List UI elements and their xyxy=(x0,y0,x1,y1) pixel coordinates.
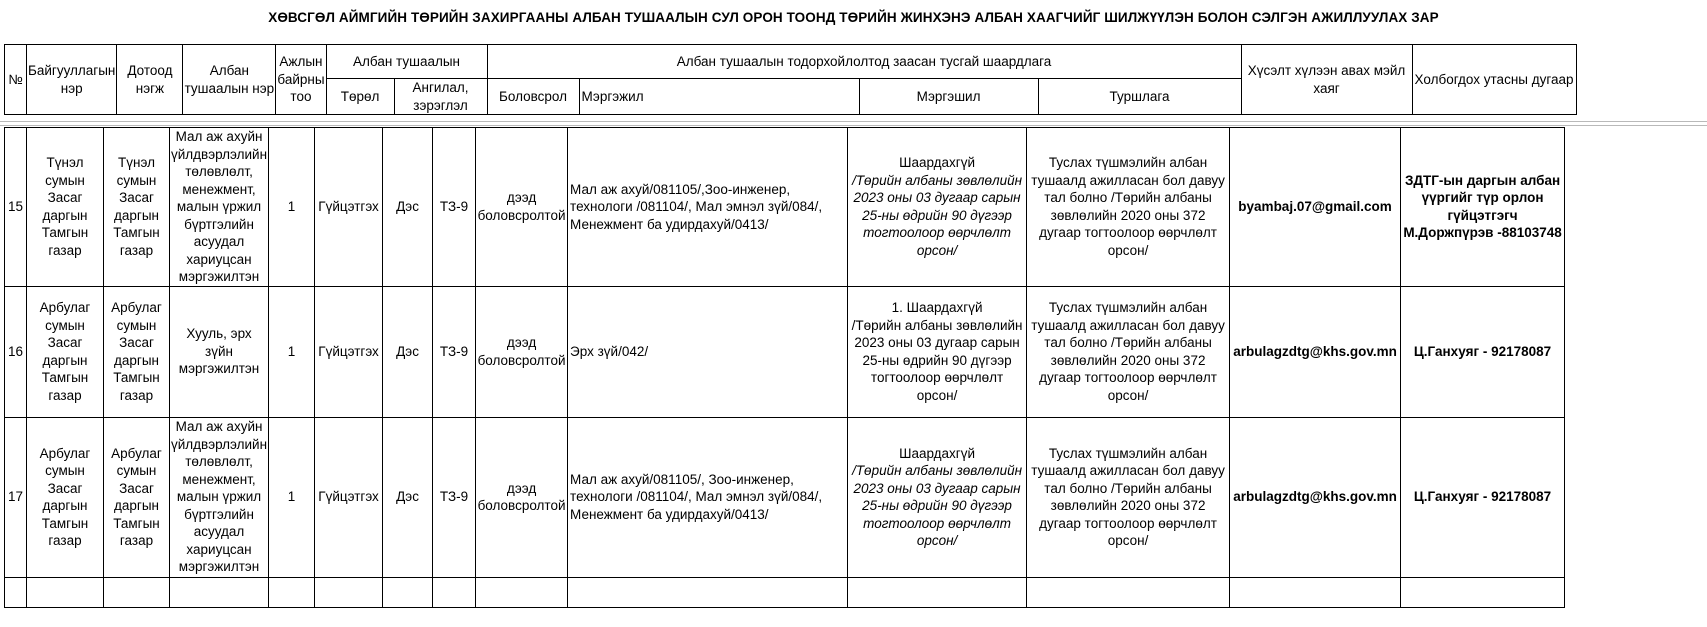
cell-position[interactable]: Мал аж ахуйн үйлдвэрлэлийн төлөвлөлт, менежмент, малын үржил бүртгэлийн асуудал хариуцсан мэргэжилтэн xyxy=(171,129,268,284)
cell-profession[interactable]: Эрх зүй/042/ xyxy=(568,286,848,417)
cell-empty[interactable] xyxy=(170,577,269,607)
cell-empty[interactable] xyxy=(269,577,315,607)
header-requirements-group: Албан тушаалын тодорхойлолтод заасан тусгай шаардлага xyxy=(487,45,1241,79)
header-category: Ангилал, зэрэглэл xyxy=(394,79,487,115)
cell-category[interactable]: Дэс xyxy=(383,286,433,417)
cell-unit[interactable]: Түнэл сумын Засаг даргын Тамгын газар xyxy=(104,128,170,287)
cell-experience[interactable]: Туслах түшмэлийн албан тушаалд ажилласан бол давуу тал болно /Төрийн албаны зөвлөлийн 2020 оны 372 дугаар тогтоолоор өөрчлөлт орсон/ xyxy=(1027,286,1230,417)
cell-count[interactable]: 1 xyxy=(269,128,315,287)
cell-empty[interactable] xyxy=(5,577,27,607)
cell-empty[interactable] xyxy=(476,577,568,607)
cell-experience[interactable]: Туслах түшмэлийн албан тушаалд ажилласан бол давуу тал болно /Төрийн албаны зөвлөлийн 2020 оны 372 дугаар тогтоолоор өөрчлөлт орсон/ xyxy=(1027,128,1230,287)
skill-note: /Төрийн албаны зөвлөлийн 2023 оны 03 дугаар сарын 25-ны өдрийн 90 дүгээр тогтоолоор өөрчлөлт орсон/ xyxy=(852,172,1023,258)
cell-category[interactable]: Дэс xyxy=(383,128,433,287)
cell-skill[interactable] xyxy=(848,417,1027,577)
cell-email[interactable]: arbulagzdtg@khs.gov.mn xyxy=(1230,286,1401,417)
table-row xyxy=(5,417,1565,577)
skill-note: /Төрийн албаны зөвлөлийн 2023 оны 03 дугаар сарын 25-ны өдрийн 90 дүгээр тогтоолоор өөрчлөлт орсон/ xyxy=(852,463,1023,548)
cell-org[interactable]: Арбулаг сумын Засаг даргын Тамгын газар xyxy=(27,286,104,417)
header-position: Албан тушаалын нэр xyxy=(183,45,276,115)
cell-no[interactable]: 17 xyxy=(5,417,27,577)
freeze-pane-divider xyxy=(0,121,1707,126)
cell-empty[interactable] xyxy=(568,577,848,607)
header-education: Боловсрол xyxy=(487,79,579,115)
cell-count[interactable]: 1 xyxy=(269,286,315,417)
cell-unit[interactable]: Арбулаг сумын Засаг даргын Тамгын газар xyxy=(104,417,170,577)
cell-position[interactable]: Хууль, эрх зүйн мэргэжилтэн xyxy=(170,286,269,417)
cell-skill[interactable] xyxy=(848,128,1027,287)
cell-email[interactable]: arbulagzdtg@khs.gov.mn xyxy=(1230,417,1401,577)
cell-position[interactable]: Мал аж ахуйн үйлдвэрлэлийн төлөвлөлт, менежмент, малын үржил бүртгэлийн асуудал хариуцсан мэргэжилтэн xyxy=(170,417,269,577)
header-org: Байгууллагын нэр xyxy=(27,45,117,115)
skill-main: 1. Шаардахгүй xyxy=(891,300,983,315)
cell-profession[interactable]: Мал аж ахуй/081105/, Зоо-инженер, технологи /081104/, Мал эмнэл зүй/084/, Менежмент ба удирдахуй/0413/ xyxy=(568,417,848,577)
cell-phone[interactable]: Ц.Ганхуяг - 92178087 xyxy=(1401,286,1565,417)
cell-org[interactable]: Түнэл сумын Засаг даргын Тамгын газар xyxy=(27,128,104,287)
cell-no[interactable]: 15 xyxy=(5,128,27,287)
document-title: ХӨВСГӨЛ АЙМГИЙН ТӨРИЙН ЗАХИРГААНЫ АЛБАН ТУШААЛЫН СУЛ ОРОН ТООНД ТӨРИЙН ЖИНХЭНЭ АЛБАН ХААГЧИЙГ ШИЛЖҮҮЛЭН БОЛОН СЭЛГЭН АЖИЛЛУУЛАХ ЗАР xyxy=(268,10,1439,25)
cell-experience[interactable]: Туслах түшмэлийн албан тушаалд ажилласан бол давуу тал болно /Төрийн албаны зөвлөлийн 2020 оны 372 дугаар тогтоолоор өөрчлөлт орсон/ xyxy=(1027,417,1230,577)
header-position-group: Албан тушаалын xyxy=(326,45,487,79)
skill-main: Шаардахгүй xyxy=(899,445,976,461)
cell-empty[interactable] xyxy=(383,577,433,607)
cell-empty[interactable] xyxy=(27,577,104,607)
table-row xyxy=(5,128,1565,287)
cell-email[interactable]: byambaj.07@gmail.com xyxy=(1230,128,1401,287)
cell-skill[interactable] xyxy=(848,286,1027,417)
header-table xyxy=(4,44,1577,115)
header-experience: Туршлага xyxy=(1038,79,1241,115)
cell-empty[interactable] xyxy=(315,577,383,607)
cell-education[interactable]: дээд боловсролтой xyxy=(476,128,568,287)
cell-education[interactable]: дээд боловсролтой xyxy=(476,286,568,417)
cell-phone[interactable]: Ц.Ганхуяг - 92178087 xyxy=(1401,417,1565,577)
cell-empty[interactable] xyxy=(104,577,170,607)
cell-grade[interactable]: ТЗ-9 xyxy=(433,128,476,287)
cell-type[interactable]: Гүйцэтгэх xyxy=(315,286,383,417)
header-type: Төрөл xyxy=(326,79,394,115)
header-no: № xyxy=(5,45,27,115)
data-table xyxy=(4,127,1565,608)
table-row-partial xyxy=(5,577,1565,607)
cell-grade[interactable]: ТЗ-9 xyxy=(433,417,476,577)
cell-phone[interactable]: ЗДТГ-ын даргын албан үүргийг түр орлон гүйцэтгэгч М.Доржпүрэв -88103748 xyxy=(1401,128,1565,287)
header-email: Хүсэлт хүлээн авах мэйл хаяг xyxy=(1241,45,1412,115)
cell-empty[interactable] xyxy=(848,577,1027,607)
header-phone: Холбогдох утасны дугаар xyxy=(1412,45,1576,115)
cell-no[interactable]: 16 xyxy=(5,286,27,417)
skill-note: /Төрийн албаны зөвлөлийн 2023 оны 03 дугаар сарын 25-ны өдрийн 90 дүгээр тогтоолоор өөрчлөлт орсон/ xyxy=(851,317,1023,403)
cell-empty[interactable] xyxy=(1401,577,1565,607)
cell-count[interactable]: 1 xyxy=(269,417,315,577)
header-unit: Дотоод нэгж xyxy=(117,45,183,115)
cell-type[interactable]: Гүйцэтгэх xyxy=(315,417,383,577)
cell-org[interactable]: Арбулаг сумын Засаг даргын Тамгын газар xyxy=(27,417,104,577)
cell-profession[interactable]: Мал аж ахуй/081105/,Зоо-инженер, технологи /081104/, Мал эмнэл зүй/084/, Менежмент ба удирдахуй/0413/ xyxy=(568,128,848,287)
skill-main: Шаардахгүй xyxy=(899,155,976,171)
cell-category[interactable]: Дэс xyxy=(383,417,433,577)
cell-education[interactable]: дээд боловсролтой xyxy=(476,417,568,577)
cell-empty[interactable] xyxy=(1027,577,1230,607)
cell-grade[interactable]: ТЗ-9 xyxy=(433,286,476,417)
cell-type[interactable]: Гүйцэтгэх xyxy=(315,128,383,287)
cell-empty[interactable] xyxy=(433,577,476,607)
cell-empty[interactable] xyxy=(1230,577,1401,607)
header-count: Ажлын байрны тоо xyxy=(276,45,326,115)
header-profession: Мэргэжил xyxy=(579,79,859,115)
header-skill: Мэргэшил xyxy=(859,79,1038,115)
table-row xyxy=(5,286,1565,417)
cell-unit[interactable]: Арбулаг сумын Засаг даргын Тамгын газар xyxy=(104,286,170,417)
